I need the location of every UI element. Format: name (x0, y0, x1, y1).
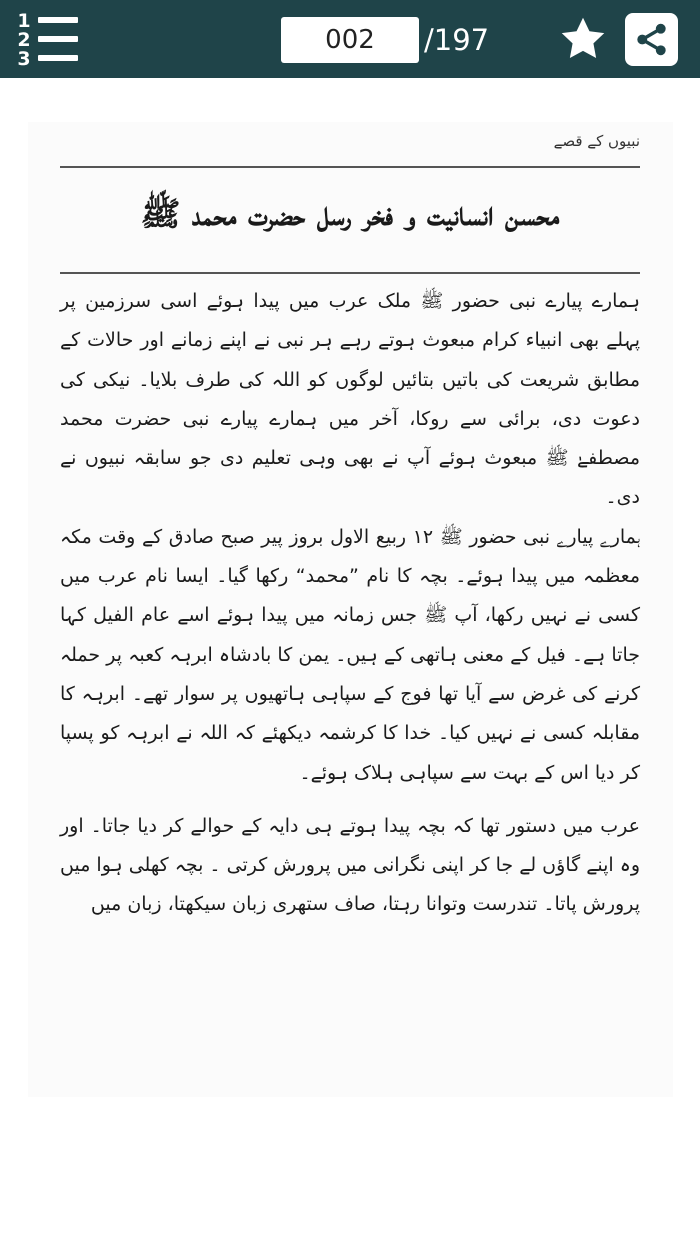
menu-digit: 3 (17, 48, 31, 70)
paragraph: ہمارے پیارے نبی حضور ﷺ ۱۲ ربیع الاول بروز پیر صبح صادق کے وقت مکہ معظمہ میں پیدا ہوئے۔ بچہ کا نام ”محمد“ رکھا گیا۔ ایسا نام عرب میں کسی نے نہیں رکھا، آپ ﷺ جس زمانہ میں پیدا ہوئے اسے عام الفیل کہا جاتا ہے۔ فیل کے معنی ہاتھی کے ہیں۔ یمن کا بادشاہ ابرہہ کعبہ پر حملہ کرنے کی غرض سے آیا تھا فوج کے سپاہی ہاتھیوں پر سوار تھے۔ ابرہہ کا مقابلہ کسی نے نہیں کیا۔ خدا کا کرشمہ دیکھئے کہ اللہ نے ابرہہ کو پسپا کر دیا اس کے بہت سے سپاہی ہلاک ہوئے۔ (60, 525, 640, 784)
book-page (60, 122, 640, 1097)
menu-digit: 1 (17, 10, 31, 32)
page-number-input[interactable] (281, 17, 419, 63)
paragraph: ہمارے پیارے نبی حضور ﷺ ملک عرب میں پیدا ہوئے اسی سرزمین پر پہلے بھی انبیاء کرام مبعوث ہوتے رہے ہر نبی نے اپنے زمانے اور حالات کے مطابق شریعت کی باتیں بتائیں لوگوں کو اللہ کی طرف بلایا۔ نیکی کی دعوت دی، برائی سے روکا، آخر میں ہمارے پیارے نبی حضرت محمد مصطفےٰ ﷺ مبعوث ہوئے آپ نے بھی وہی تعلیم دی جو سابقہ نبیوں نے دی۔ (60, 290, 640, 509)
top-toolbar (0, 0, 700, 78)
share-button[interactable] (625, 13, 678, 66)
menu-line (38, 55, 78, 61)
menu-line (38, 36, 78, 42)
numbered-list-icon (14, 12, 34, 69)
share-icon (633, 21, 670, 58)
paragraph: عرب میں دستور تھا کہ بچہ پیدا ہوتے ہی دایہ کے حوالے کر دیا جاتا۔ اور وہ اپنے گاؤں لے جا کر اپنی نگرانی میں پرورش کرتی ۔ بچہ کھلی ہوا میں پرورش پاتا۔ تندرست وتوانا رہتا، صاف ستھری زبان سیکھتا، زبان میں (60, 814, 640, 916)
book-page-scan (28, 122, 673, 1097)
page-body (60, 282, 640, 925)
menu-digit: 2 (17, 29, 31, 51)
running-header: نبیوں کے قصے (553, 132, 640, 150)
chapter-list-button[interactable] (14, 12, 82, 70)
star-icon (558, 14, 608, 64)
menu-line (38, 17, 78, 23)
title-rule (60, 272, 640, 274)
page-total: /197 (424, 23, 490, 57)
chapter-title: محسن انسانیت و فخر رسل حضرت محمد ﷺ (140, 194, 560, 233)
header-rule (60, 166, 640, 168)
bookmark-button[interactable] (558, 14, 608, 64)
